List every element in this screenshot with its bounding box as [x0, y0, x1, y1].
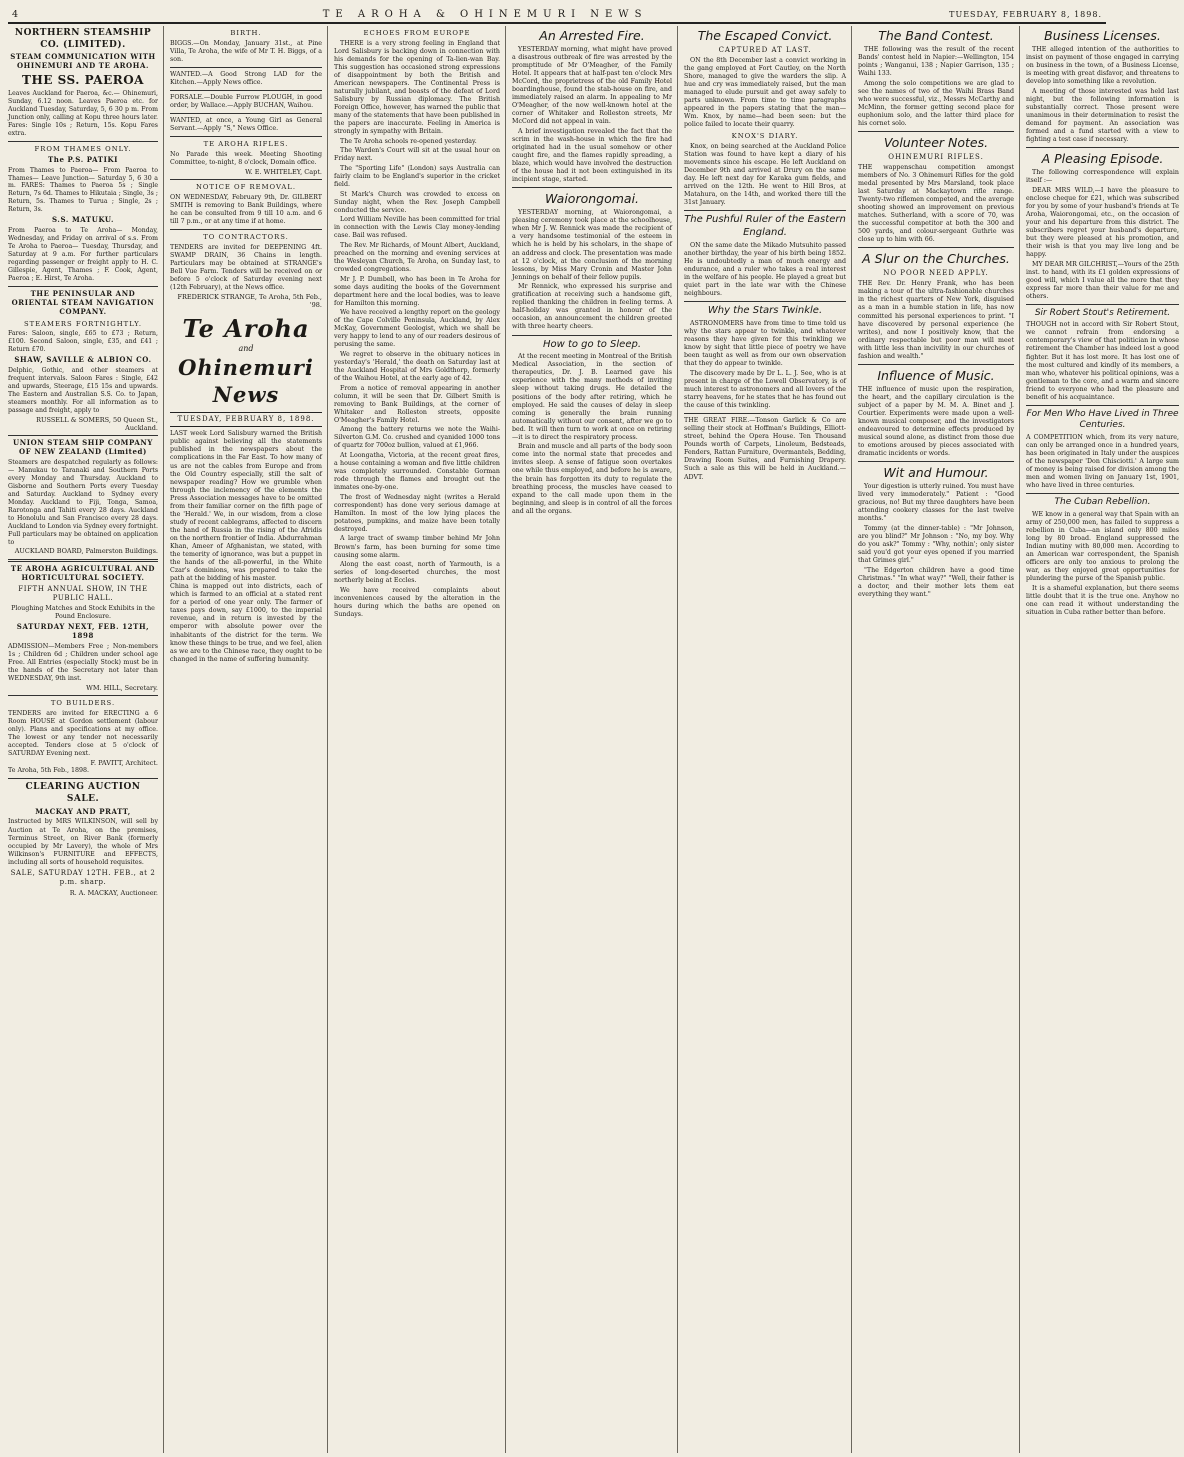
society-head: TE AROHA AGRICULTURAL AND HORTICULTURAL SOCIETY. — [10, 563, 156, 582]
divider — [858, 461, 1014, 462]
contractors-notice: TENDERS are invited for DEEPENING 4ft. SWAMP DRAIN, 36 Chains in length. Particulars may be obtained at STRANGE's Bell Vue Farm. Tenders will be received on or before 5 o'clock of Saturday evening next (12th February), at the News office. — [170, 243, 322, 291]
nameplate-and: and — [238, 344, 254, 354]
cuban-body — [1026, 511, 1179, 617]
builders-date: Te Aroha, 5th Feb., 1898. — [8, 767, 90, 775]
wit-humour-head: Wit and Humour. — [883, 465, 989, 481]
divider — [858, 247, 1014, 248]
echoes-body — [334, 40, 500, 619]
page-number: 4 — [12, 8, 22, 20]
churches-head: A Slur on the Churches. — [862, 251, 1010, 267]
echoes-paragraph: THERE is a very strong feeling in England that Lord Salisbury is backing down in connection with his demands for the opening of Ta-lien-wan Bay. This suggestion has occasioned strong expressions of disappointment by both the British and American newspapers. The Continental Press is naturally jubilant, and boasts of the defeat of Lord Salisbury by Russian diplomacy. The British Foreign Office, however, has warned the public that many of the statements that have been published in the papers are inaccurate. Feeling in America is strongly in sympathy with Britain. — [334, 39, 500, 136]
joke: "The Edgerton children have a good time Christmas." "In what way?" "Well, their father is a doctor, and their mother lets them eat everything they want." — [858, 566, 1014, 598]
local-note: St Mark's Church was crowded to excess on Sunday night, when the Rev. Joseph Campbell conducted the service. — [334, 190, 500, 214]
divider — [1026, 147, 1179, 148]
show-text: Ploughing Matches and Stock Exhibits in the Pound Enclosure. — [11, 604, 155, 620]
divider — [8, 286, 158, 287]
episode-body — [1026, 169, 1179, 301]
sleep-body — [512, 353, 672, 515]
union-company-head: UNION STEAM SHIP COMPANY OF NEW ZEALAND (Limited) — [13, 438, 153, 457]
column-7 — [1026, 26, 1184, 1453]
article-paragraph: THE alleged intention of the authorities to insist on payment of those engaged in carrying on business in the town, of a Business License, is meeting with great disfavor, and threatens to develop into something like a revolution. — [1026, 46, 1179, 86]
northern-steamship-sub: STEAM COMMUNICATION WITH OHINEMURI AND TE AROHA. — [10, 52, 156, 70]
article-paragraph: It is a shameful explanation, but there seems little doubt that it is the true one. Anyhow no one can read it without understanding the situation in Cuba rather better than before. — [1026, 584, 1179, 616]
local-note: The "Sporting Life" (London) says Australia can fairly claim to be England's superior in the cricket field. — [334, 164, 500, 188]
northern-steamship-head: NORTHERN STEAMSHIP CO. (LIMITED). — [14, 28, 152, 50]
po-company-head: THE PENINSULAR AND ORIENTAL STEAM NAVIGATION COMPANY. — [11, 288, 155, 316]
divider — [8, 435, 158, 436]
wit-body — [858, 483, 1014, 599]
contractors-sign: FREDERICK STRANGE, Te Aroha, 5th Feb., '98. — [177, 293, 322, 310]
article-paragraph: A meeting of those interested was held last night, but the following information is substantially correct. Those present were unanimous in their determination to resist the demand for payment. An association was formed and a fund started with a view to fighting a test case if necessary. — [1026, 87, 1179, 144]
wanted-girl-ad: WANTED, at once, a Young Girl as General Servant.—Apply "S," News Office. — [170, 117, 322, 133]
rifles-captain: W. E. WHITELEY, Capt. — [245, 167, 322, 176]
matuku-schedule: From Paeroa to Te Aroha— Monday, Wednesday, and Friday on arrival of s.s. From Te Aroha to Paeroa— Tuesday, Thursday, and Saturday at 9 a.m. For further particulars regarding passenger or freight apply to H. C. Gillespie, Agent, Thames ; F. Cook, Agent, Paeroa ; E. Hirst, Te Aroha. — [8, 227, 158, 282]
article-paragraph: THE influence of music upon the respiration, the heart, and the capillary circulation is the subject of a paper by M. M. A. Binet and J. Courtier. Experiments were made upon a well-known musical composer, and the investigators endeavoured to determine effects produced by musical sound alone, as distinct from those due to emotions aroused by pieces associated with dramatic incidents or words. — [858, 385, 1014, 458]
volunteer-sub: OHINEMURI RIFLES. — [888, 152, 984, 161]
plough-for-sale-ad: FORSALE.—Double Furrow PLOUGH, in good order, by Wallace.—Apply BUCHAN, Waihou. — [170, 93, 322, 109]
nameplate-ohinemuri-news: Ohinemuri News — [178, 354, 314, 407]
builders-head: TO BUILDERS. — [50, 699, 116, 708]
rifles-head: TE AROHA RIFLES. — [203, 140, 289, 149]
po-fortnightly: STEAMERS FORTNIGHTLY. — [23, 319, 143, 328]
mikado-body — [684, 242, 846, 298]
divider — [512, 187, 672, 188]
band-body — [858, 46, 1014, 128]
local-note: We have received a lengthy report on the geology of the Cape Colville Peninsula, Auckland, by Alex McKay, Government Geologist, which we shall be very happy to lend to any of our readers desirous of perusing the same. — [334, 309, 500, 349]
divider — [1026, 304, 1179, 305]
music-head: Influence of Music. — [877, 367, 995, 383]
issue-dateline: TUESDAY, FEBRUARY 8, 1898. — [170, 412, 322, 427]
column-4 — [512, 26, 678, 1453]
arrested-fire-body — [512, 46, 672, 184]
stars-body — [684, 320, 846, 410]
column-fade — [334, 1443, 505, 1453]
article-paragraph: THE following was the result of the recent Bands' contest held in Napier:—Wellington, 154 points ; Wanganui, 138 ; Napier Garrison, 135 ; Waihi 133. — [858, 46, 1014, 78]
divider — [858, 131, 1014, 132]
divider — [8, 141, 158, 142]
divider — [1026, 405, 1179, 406]
divider — [8, 559, 158, 562]
echoes-head: ECHOES FROM EUROPE — [363, 29, 471, 37]
column-6 — [858, 26, 1020, 1453]
article-paragraph: At the recent meeting in Montreal of the British Medical Association, in the section of therapeutics, Dr. J. B. Learned gave his experience with the many methods of inviting sleep without taking drugs. He detailed the positions of the body after retiring, which he employed. He said the causes of delay in sleep coming is generally the brain running automatically without our consent, after we go to bed. It will then turn to work at once on retiring—it is to direct the respiratory process. — [512, 353, 672, 441]
column-2 — [170, 26, 328, 1453]
column-5 — [684, 26, 852, 1453]
letter: DEAR MRS WILD,—I have the pleasure to enclose cheque for £21, which was subscribed for you by some of your husband's friends at Te Aroha, Waiorongomai, etc., on the occasion of your and his departure from this district. The subscribers regret your husband's departure, but they were pleased at his promotion, and their wish is that you may live long and be happy. — [1026, 186, 1179, 259]
column-fade — [512, 1443, 677, 1453]
show-head: FIFTH ANNUAL SHOW, IN THE PUBLIC HALL. — [18, 584, 148, 602]
local-note: The Te Aroha schools re-opened yesterday. — [340, 137, 477, 145]
removal-head: NOTICE OF REMOVAL. — [195, 183, 297, 192]
article-paragraph: Among the solo competitions we are glad to see the names of two of the Waihi Brass Band who were successful, viz., Messrs McCarthy and McMinn, the former getting second place for euphonium solo, and the latter third place for his cornet solo. — [858, 79, 1014, 127]
waiorongomai-head: Waiorongomai. — [544, 191, 640, 207]
local-note: The Warden's Court will sit at the usual hour on Friday next. — [334, 147, 500, 163]
ss-paeroa-head: THE SS. PAEROA — [22, 72, 144, 87]
matuku-head: S.S. MATUKU. — [52, 215, 114, 225]
stout-head: Sir Robert Stout's Retirement. — [1034, 307, 1171, 318]
local-note: The frost of Wednesday night (writes a Herald correspondent) has done very serious damage at Hamilton. In most of the low lying places the potatoes, pumpkins, and maize have been totally destroyed. — [334, 493, 500, 533]
waiorongomai-body — [512, 209, 672, 331]
wanted-lad-ad: WANTED.—A Good Strong LAD for the Kitchen.—Apply News office. — [170, 70, 322, 86]
article-paragraph: THOUGH not in accord with Sir Robert Stout, we cannot refrain from endorsing a contemporary's view of that politician in whose retirement the Chamber has indeed lost a good fighter. But it has lost more. It has lost one of the most cultured and kindly of its members, a man who, whatever his political opinions, was a gentleman to the core, and a warm and sincere friend to everyone who had the pleasure and benefit of his acquaintance. — [1026, 321, 1179, 401]
local-note: Lord William Neville has been committed for trial in connection with the Lewis Clay money-lending case. Bail was refused. — [334, 216, 500, 240]
divider — [170, 136, 322, 137]
paeroa-schedule: Leaves Auckland for Paeroa, &c.— Ohinemuri, Sunday, 6.12 noon. Leaves Paeroa etc. for Auckland Tuesday, Saturday, 5, 6 30 p m. From Junction only, calling at Kopu three hours later. Fares: Single 10s ; Return, 15s. Kopu Fares extra. — [8, 90, 158, 137]
divider — [170, 90, 322, 91]
union-schedule: Steamers are despatched regularly as follows:— Manukau to Taranaki and Southern Ports every Monday and Thursday. Auckland to Gisborne and Southern Ports every Tuesday and Saturday. Auckland to Sydney every Monday. Auckland to Fiji, Tonga, Samoa, Rarotonga and Tahiti every 28 days. Auckland to Honolulu and San Francisco every 28 days. Auckland to London via Sydney every fortnight. Full particulars may be obtained on application to — [8, 459, 158, 546]
article-paragraph: YESTERDAY morning, what might have proved a disastrous outbreak of fire was arrested by the promptitude of Mr O'Meagher, of the Family Hotel. It appears that at half-past ten o'clock Mrs McCord, the proprietress of the old Family Hotel boardinghouse, found the stab-house on fire, and immediately raised an alarm. In appealing to Mr O'Meagher, of the now well-known hotel at the corner of Whitaker and Rolleston streets, Mr McCord did not appeal in vain. — [512, 46, 672, 126]
divider — [684, 301, 846, 302]
column-grid — [8, 26, 1179, 1453]
divider — [170, 229, 322, 230]
divider — [8, 695, 158, 696]
auction-date: SALE, SATURDAY 12TH. FEB., at 2 p.m. sharp. — [10, 868, 156, 886]
article-paragraph: ON the 8th December last a convict working in the gang employed at Fort Cautley, on the North Shore, managed to give the warders the slip. A hue and cry was immediately raised, but the man managed to elude pursuit and get away safely to parts unknown. From time to time paragraphs appeared in the papers stating that the man—Wm. Knox, by name—had been seen: but the police failed to locate their quarry. — [684, 56, 846, 129]
article-paragraph: WE know in a general way that Spain with an army of 250,000 men, has failed to suppress a rebellion in Cuba—an island only 800 miles long by 80 broad. England suppressed the Indian mutiny with 80,000 men. According to an American war correspondent, the Spanish officers are only too anxious to prolong the war, as they enjoyed great opportunities for plundering the purse of the Spanish public. — [1026, 510, 1179, 583]
builders-text: TENDERS are invited for ERECTING a 6 Room HOUSE at Gordon settlement (labour only). Plans and specifications at my office. The lowest or any tender not necessarily accepted. Tenders close at 5 o'clock of SATURDAY Evening next. — [8, 709, 158, 758]
shaw-savill-agent: RUSSELL & SOMERS, 50 Queen St., Auckland. — [36, 415, 158, 432]
escaped-convict-sub: CAPTURED AT LAST. — [718, 46, 812, 54]
masthead — [8, 6, 1106, 24]
shaw-savill-text: Delphic, Gothic, and other steamers at frequent intervals. Saloon Fares : Single, £42 and upwards, Steerage, £15 15s and upwards. The Eastern and Australian S.S. Co. to Japan, steamers monthly. For all information as to passage and freight, apply to — [8, 367, 158, 414]
sleep-head: How to go to Sleep. — [542, 338, 642, 350]
article-paragraph: The discovery made by Dr L. L. J. See, who is at present in charge of the Lowell Observatory, is of much interest to astronomers and all lovers of the starry heavens, for he states that he has found out the cause of this twinkling. — [684, 369, 846, 410]
divider — [8, 778, 158, 779]
arrested-fire-head: An Arrested Fire. — [539, 28, 645, 43]
masthead-date: TUESDAY, FEBRUARY 8, 1898. — [949, 9, 1102, 19]
auction-text: Instructed by MRS WILKINSON, will sell by Auction at Te Aroha, on the premises, Terminus Street, on River Bank (formerly occupied by Mr Lavery), the whole of Mrs Wilkinson's FURNITURE and EFFECTS, including all sorts of household requisites. — [8, 818, 158, 866]
divider — [1026, 493, 1179, 494]
divider — [858, 364, 1014, 365]
masthead-title: TE AROHA & OHINEMURI NEWS — [322, 8, 648, 20]
show-date: SATURDAY NEXT, FEB. 12TH, 1898 — [16, 621, 150, 640]
po-fares: Fares: Saloon, single, £65 to £73 ; Return, £100. Second Saloon, single, £35, and £41 ; Return £70. — [8, 330, 158, 354]
diary-body — [684, 143, 846, 207]
column-fade — [170, 1443, 327, 1453]
article-paragraph: THE wappenschau competition amongst members of No. 3 Ohinemuri Rifles for the gold medal presented by Mrs Marsland, took place last Saturday at Mackaytown rifle range. Twenty-two riflemen competed, and the average shooting showed an improvement on previous matches. Sutherland, with a score of 70, was the successful competitor at both the 300 and 500 yards, and colour-sergeant Guthrie was close up to him with 66. — [858, 163, 1014, 244]
auction-auctioneer: R. A. MACKAY, Auctioneer. — [69, 888, 158, 897]
escaped-convict-head: The Escaped Convict. — [697, 28, 833, 43]
rifles-notice: No Parade this week. Meeting Shooting Committee, to-night, 8 o'clock, Domain office. — [170, 150, 322, 166]
nameplate — [170, 314, 322, 409]
contractors-head: TO CONTRACTORS. — [203, 233, 289, 242]
builders-architect: F. PAVITT, Architect. — [90, 759, 158, 768]
business-licenses-head: Business Licenses. — [1044, 28, 1161, 43]
auction-head: CLEARING AUCTION SALE. — [25, 782, 141, 804]
article-paragraph: The following correspondence will explain itself :— — [1026, 169, 1179, 185]
patiki-schedule: From Thames to Paeroa— From Paeroa to Thames— Leave Junction— Saturday 5, 6 30 a m. FARES: Thames to Paeroa 5s ; Single Return, 7s 6d. Thames to Hikutaia ; Single, 3s ; Return, 5s. Thames to Turua ; Single, 2s ; Return, 3s. — [8, 166, 158, 214]
removal-notice: ON WEDNESDAY, February 9th, Dr. GILBERT SMITH is removing to Bank Buildings, where he can be consulted from 9 till 10 a.m. and 6 till 7 p.m., or at any time if at home. — [170, 193, 322, 226]
leader-paragraph-2: China is mapped out into districts, each of which is farmed to an official at a stated rent for a period of one year only. The farmer of taxes pays down, say £1000, to the imperial revenue, and in return is invested by the emperor with absolute power over the inhabitants of the district for the term. We know these things to be true, and we feel, alien as we are to the Chinese race, they ought to be changed in the name of suffering humanity. — [170, 583, 322, 663]
divider — [170, 67, 322, 68]
nameplate-te-aroha: Te Aroha — [182, 313, 310, 343]
local-note: We have received complaints about inconveniences caused by the alteration in the hours during which the baths are opened on Sundays. — [334, 586, 500, 618]
birth-notice: BIGGS.—On Monday, January 31st., at Pine Villa, Te Aroha, the wife of Mr T. H. Biggs, of a son. — [170, 39, 322, 63]
three-centuries-head: For Men Who Have Lived in Three Centuries. — [1026, 408, 1179, 431]
article-paragraph: Knox, on being searched at the Auckland Police Station was found to have kept a diary of his movements since his escape. He left Auckland on December 9th and arrived at Drury on the same day. He left next day for Karaka gum fields, and arrived on the 12th. He went to Hill Bros, at Matahura, on the 14th, and worked there till the 31st January. — [684, 143, 846, 207]
patiki-head: The P.S. PATIKI — [47, 154, 119, 164]
local-note: The Rev. Mr Richards, of Mount Albert, Auckland, preached on the morning and evening services at the Wesleyan Church, Te Aroha, on Sunday last, to crowded congregations. — [334, 241, 500, 273]
article-paragraph: A brief investigation revealed the fact that the scrim in the wash-house in which the fire had originated had in the usual somehow or other caught fire, and the flames rapidly spreading, a blaze, which would have involved the destruction of the house had it not been extinguished in its incipient stage, started. — [512, 127, 672, 184]
divider — [170, 113, 322, 114]
article-paragraph: Brain and muscle and all parts of the body soon come into the normal state that precedes and invites sleep. A sense of fatigue soon overtakes one while thus employed, and before he is aware, the brain has forgotten its duty to regulate the breathing process, the muscles have ceased to expand to the call made upon them in the beginning, and sleep is in control of all the forces and all the organs. — [512, 443, 672, 515]
column-1 — [8, 26, 164, 1453]
union-agent: AUCKLAND BOARD, Palmerston Buildings. — [14, 547, 158, 556]
show-admission: ADMISSION—Members Free ; Non-members 1s ; Children 6d ; Children under school age Free. All Entries (especially Stock) must be in the hands of the Secretary not later than WEDNESDAY, 9th inst. — [8, 642, 158, 682]
letter: MY DEAR MR GILCHRIST,—Yours of the 25th inst. to hand, with its £1 golden expressions of good will, which I value all the more that they express far more than their value for me and others. — [1026, 260, 1179, 300]
from-thames-head: FROM THAMES ONLY. — [34, 144, 132, 153]
article-paragraph: THE Rev. Dr. Henry Frank, who has been making a tour of the ultra-fashionable churches in the richest quarters of New York, disguised as a man in a humble station in life, has now committed his personal experiences to print. "I have discovered by personal experience (he writes), and now I positively know, that the ordinary respectable but poor man will meet with little less than incivility in our churches of fashion and wealth." — [858, 280, 1014, 360]
leader-paragraph-1: LAST week Lord Salisbury warned the British public against believing all the statements published in the newspapers about the complications in the Far East. To how many of us are not the cables from Europe and from the Old Country especially, still the salt of newspaper reading? How we grumble when through the inclemency of the elements the Press Association messages have to be omitted from their familiar corner on the fifth page of the 'Herald.' We, in our wisdom, from a close study of recent cablegrams, affected to discern the hand of Russia in the rising of the Afridis on the northern frontier of India. Abdurrahman Khan, Ameer of Afghanistan, we stated, with the temerity of ignorance, was but a puppet in the hands of the all-powerful, in the White Czar's dominions, was prepared to take the path at the bidding of his master. — [170, 430, 322, 583]
article-paragraph: Mr Rennick, who expressed his surprise and gratification at receiving such a handsome gift, replied thanking the children in feeling terms. A half-holiday was granted in honour of the occasion, an announcement the children greeted with three hearty cheers. — [512, 283, 672, 331]
great-fire-advert: THE GREAT FIRE.—Tonson Garlick & Co are selling their stock at Hoffman's Buildings, Elliott-street, behind the Opera House. Ten Thousand Pounds worth of Carpets, Linoleum, Bedsteads, Fenders, Rattan Furniture, Overmantels, Bedding, Drawing Room Suites, and Furnishing Drapery. Such a sale as this will be held in Auckland.—ADVT. — [684, 417, 846, 481]
article-paragraph: YESTERDAY morning, at Waiorongomai, a pleasing ceremony took place at the schoolhouse, when Mr J. W. Rennick was made the recipient of a very handsome testimonial of the esteem in which he is held by his scholars, in the shape of an address and clock. The presentation was made at 12 o'clock, at the conclusion of the morning lessons, by Miss Mary Cronin and Master John Jennings on behalf of their fellow pupils. — [512, 209, 672, 281]
article-paragraph: A COMPETITION which, from its very nature, can only be arranged once in a hundred years, has been originated in Italy under the auspices of the newspaper 'Don Chisciotti.' A large sum of money is being raised for division among the men and women living on January 1st, 1901, who have lived in three centuries. — [1026, 433, 1179, 490]
knox-diary-head: KNOX'S DIARY. — [731, 132, 799, 141]
divider — [684, 210, 846, 211]
column-3 — [334, 26, 506, 1453]
local-note: Along the east coast, north of Yarmouth, is a series of long-deserted churches, the most northerly being at Eccles. — [334, 561, 500, 585]
cuban-rebellion-head: The Cuban Rebellion. — [1054, 497, 1151, 508]
shaw-savill-head: SHAW, SAVILLE & ALBION CO. — [14, 355, 152, 365]
divider — [170, 179, 322, 180]
joke: Tommy (at the dinner-table) : "Mr Johnson, are you blind?" Mr Johnson : "No, my boy. Why do you ask?" Tommy : "Why, nothin'; only sister said you'd got your eyes opened if you married that Grimes girl." — [858, 524, 1014, 565]
churches-sub: NO POOR NEED APPLY. — [883, 269, 989, 278]
mikado-head: The Pushful Ruler of the Eastern England. — [684, 214, 846, 239]
convict-body — [684, 57, 846, 129]
local-note: We regret to observe in the obituary notices in yesterday's 'Herald,' the death on Saturday last at the Auckland Hospital of Mrs Goldthorp, formerly of the Waihou Hotel, at the early age of 42. — [334, 350, 500, 383]
local-note: From a notice of removal appearing in another column, it will be seen that Dr. Gilbert Smith is removing to Bank Buildings, at the corner of Whitaker and Rolleston streets, opposite O'Meagher's Family Hotel. — [334, 384, 500, 424]
divider — [684, 413, 846, 414]
article-paragraph: ASTRONOMERS have from time to time told us why the stars appear to twinkle, and whatever reasons they have given for this twinkling we know by sight that little piece of poetry we have been taught as well as from our own observation that they do appear to twinkle. — [684, 320, 846, 368]
volunteer-notes-head: Volunteer Notes. — [883, 134, 989, 150]
article-paragraph: ON the same date the Mikado Mutsuhito passed another birthday, the year of his birth being 1852. He is undoubtedly a man of much energy and endurance, and a ruler who takes a real interest in the welfare of his people. He played a great but quiet part in the late war with the Chinese neighbours. — [684, 242, 846, 298]
local-note: Among the battery returns we note the Waihi-Silverton G.M. Co. crushed and cyanided 1000 tons of quartz for 700oz bullion, valued at £1,966. — [334, 426, 500, 450]
column-fade — [858, 1443, 1019, 1453]
licenses-body — [1026, 46, 1179, 144]
divider — [512, 335, 672, 336]
show-secretary: WM. HILL, Secretary. — [86, 683, 158, 692]
auction-firm: MACKAY AND PRATT, — [35, 806, 131, 816]
band-contest-head: The Band Contest. — [878, 28, 994, 43]
birth-head: BIRTH. — [230, 29, 262, 37]
local-note: A large tract of swamp timber behind Mr John Brown's farm, has been burning for some time causing some alarm. — [334, 535, 500, 559]
local-note: At Loongatha, Victoria, at the recent great fires, a house containing a woman and five little children was completely surrounded. Constable Gorman rode through the flames and brought out the inmates one-by-one. — [334, 451, 500, 492]
local-note: Mr J. P. Dumbell, who has been in Te Aroha for some days auditing the books of the Government department here and the local bodies, was to leave for Hamilton this morning. — [334, 275, 500, 307]
joke: Your digestion is utterly ruined. You must have lived very immoderately." Patient : "Good gracious, no! But my three daughters have been attending cookery classes for the last twelve months." — [858, 483, 1014, 523]
stars-head: Why the Stars Twinkle. — [707, 305, 823, 317]
pleasing-episode-head: A Pleasing Episode. — [1041, 151, 1164, 167]
